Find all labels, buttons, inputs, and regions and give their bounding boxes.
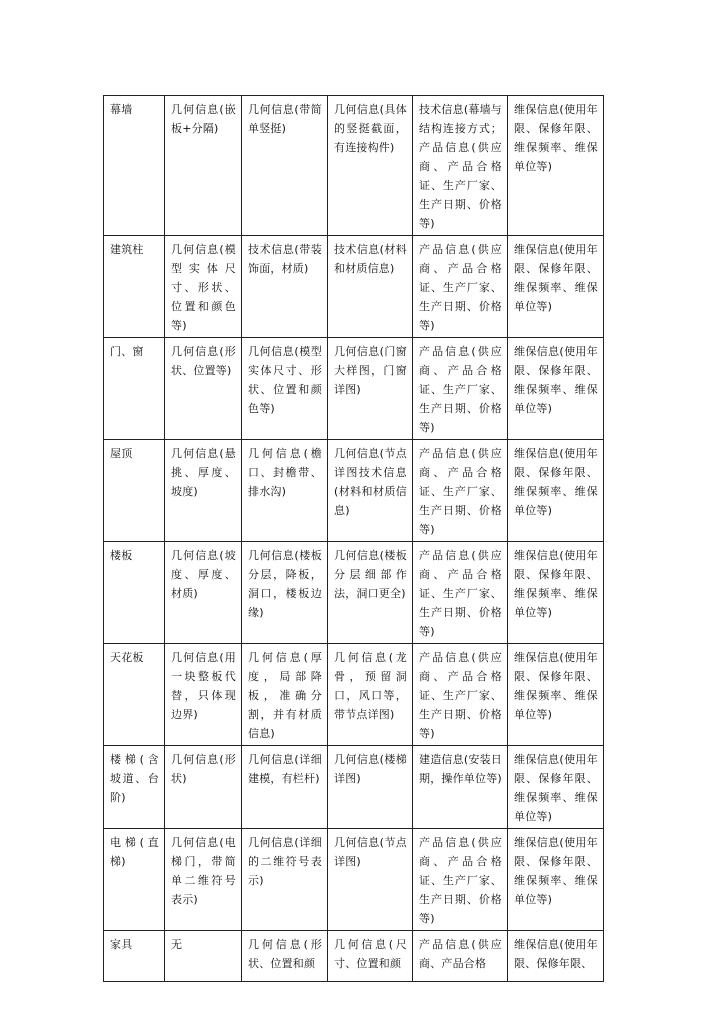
table-row [104,440,604,542]
table-cell: 几何信息(详细的二维符号表示) [242,829,328,931]
table-row [104,644,604,746]
table-cell: 几何信息(具体的竖挺截面，有连接构件) [328,96,413,236]
element-name-cell: 楼板 [104,542,165,644]
table-cell: 几何信息(节点详图) [328,829,413,931]
element-name-cell: 建筑柱 [104,236,165,338]
table-cell: 几何信息(节点详图技术信息(材料和材质信息) [328,440,413,542]
table-cell: 产品信息(供应商、产品合格证、生产厂家、生产日期、价格等) [413,440,508,542]
table-cell: 几何信息(嵌板+分隔) [165,96,242,236]
table-cell: 产品信息(供应商、产品合格证、生产厂家、生产日期、价格等) [413,644,508,746]
element-name-cell: 天花板 [104,644,165,746]
table-cell: 产品信息(供应商、产品合格证、生产厂家、生产日期、价格等) [413,338,508,440]
table-cell: 维保信息(使用年限、保修年限、维保频率、维保单位等) [508,746,604,829]
table-cell: 产品信息(供应商、产品合格证、生产厂家、生产日期、价格等) [413,829,508,931]
element-name-cell: 电梯(直梯) [104,829,165,931]
table-cell: 无 [165,931,242,982]
table-cell: 维保信息(使用年限、保修年限、维保频率、维保单位等) [508,236,604,338]
table-cell: 几何信息(形状、位置等) [165,338,242,440]
table-cell: 几何信息(带简单竖挺) [242,96,328,236]
table-cell: 维保信息(使用年限、保修年限、维保频率、维保单位等) [508,440,604,542]
table-row [104,829,604,931]
element-name-cell: 家具 [104,931,165,982]
table-cell: 几何信息(形状) [165,746,242,829]
table-row [104,338,604,440]
table-cell: 维保信息(使用年限、保修年限、 [508,931,604,982]
table-cell: 建造信息(安装日期，操作单位等) [413,746,508,829]
table-cell: 技术信息(带装饰面，材质) [242,236,328,338]
table-cell: 产品信息(供应商、产品合格证、生产厂家、生产日期、价格等) [413,236,508,338]
table-row [104,96,604,236]
info-level-table [103,95,604,982]
table-row [104,542,604,644]
element-name-cell: 屋顶 [104,440,165,542]
table-cell: 几何信息(尺寸、位置和颜 [328,931,413,982]
table-cell: 几何信息(门窗大样图，门窗详图) [328,338,413,440]
table-cell: 几何信息(模型实体尺寸、形状、位置和颜色等) [242,338,328,440]
table-cell: 产品信息(供应商、产品合格证、生产厂家、生产日期、价格等) [413,542,508,644]
table-cell: 几何信息(坡度、厚度、材质) [165,542,242,644]
table-cell: 几何信息(模型实体尺寸、形状、位置和颜色等) [165,236,242,338]
table-cell: 技术信息(材料和材质信息) [328,236,413,338]
table-cell: 几何信息(用一块整板代替，只体现边界) [165,644,242,746]
table-cell: 维保信息(使用年限、保修年限、维保频率、维保单位等) [508,644,604,746]
table-cell: 几何信息(楼梯详图) [328,746,413,829]
table-cell: 维保信息(使用年限、保修年限、维保频率、维保单位等) [508,96,604,236]
table-cell: 几何信息(详细建模，有栏杆) [242,746,328,829]
table-cell: 几何信息(檐口、封檐带、排水沟) [242,440,328,542]
table-cell: 维保信息(使用年限、保修年限、维保频率、维保单位等) [508,542,604,644]
table-cell: 几何信息(悬挑、厚度、坡度) [165,440,242,542]
table-cell: 几何信息(厚度，局部降板，准确分割，并有材质信息) [242,644,328,746]
table-row [104,746,604,829]
element-name-cell: 幕墙 [104,96,165,236]
table-cell: 几何信息(楼板分层细部作法，洞口更全) [328,542,413,644]
element-name-cell: 楼梯(含坡道、台阶) [104,746,165,829]
table-cell: 几何信息(电梯门，带简单二维符号表示) [165,829,242,931]
table-cell: 几何信息(龙骨，预留洞口，风口等，带节点详图) [328,644,413,746]
element-name-cell: 门、窗 [104,338,165,440]
table-cell: 产品信息(供应商、产品合格 [413,931,508,982]
table-row [104,236,604,338]
table-cell: 维保信息(使用年限、保修年限、维保频率、维保单位等) [508,829,604,931]
table-cell: 几何信息(楼板分层，降板，洞口，楼板边缘) [242,542,328,644]
table-row [104,931,604,982]
table-cell: 几何信息(形状、位置和颜 [242,931,328,982]
table-cell: 技术信息(幕墙与结构连接方式；产品信息(供应商、产品合格证、生产厂家、生产日期、价格等) [413,96,508,236]
table-cell: 维保信息(使用年限、保修年限、维保频率、维保单位等) [508,338,604,440]
